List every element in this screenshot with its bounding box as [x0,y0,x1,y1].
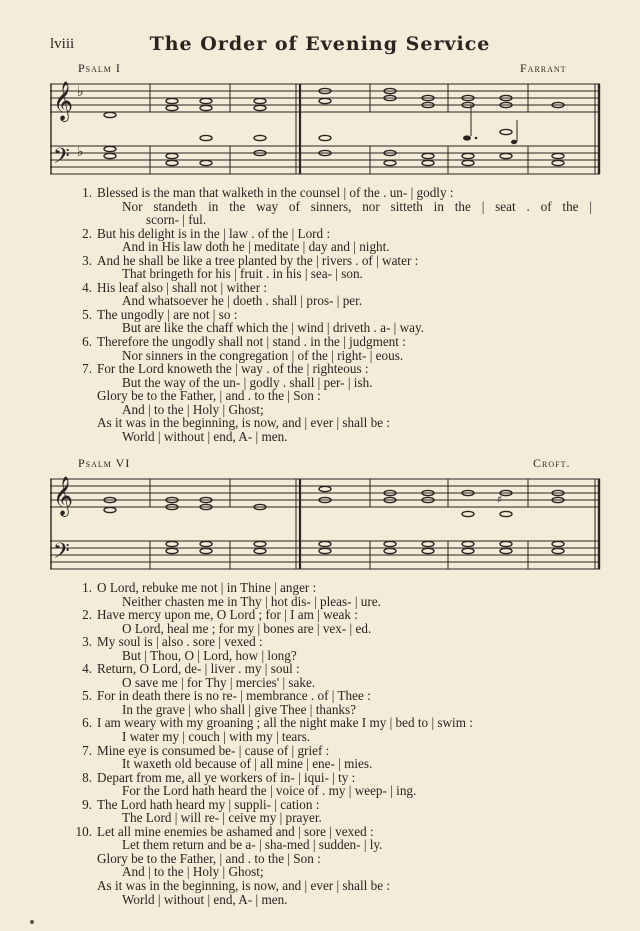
svg-text:𝄢: 𝄢 [53,539,70,569]
verse-line: Return, O Lord, de- | liver . my | soul : [97,661,300,677]
verse-line: Nor standeth in the way of sinners, nor sitteth in the | seat . of the | [122,198,592,214]
verse-line: I water my | couch | with my | tears. [122,729,311,745]
svg-text:𝄢: 𝄢 [53,144,70,174]
verse-number: 6. [82,715,92,731]
svg-text:♯: ♯ [497,493,503,506]
verse-line: Nor sinners in the congregation | of the | right- | eous. [122,347,404,363]
psalm-6-verses [0,581,640,906]
gloria-line: Glory be to the Father, | and . to the | Son : [97,850,321,866]
verse-line: scorn- | ful. [146,212,207,228]
verse-line: The Lord hath heard my | suppli- | cation : [97,796,320,812]
verse-line: Have mercy upon me, O Lord ; for | I am | weak : [97,607,358,623]
verse-line: But the way of the un- | godly . shall | per- | ish. [122,374,373,390]
verse-line: Let all mine enemies be ashamed and | sore | vexed : [97,823,374,839]
gloria-line: As it was in the beginning, is now, and | ever | shall be : [97,415,391,431]
verse-line: For the Lord hath heard the | voice of . my | weep- | ing. [122,783,417,799]
verse-number: 7. [82,361,92,377]
verse-line: But | Thou, O | Lord, how | long? [122,647,297,663]
verse-number: 5. [82,306,92,322]
verse-line: O save me | for Thy | mercies' | sake. [122,674,316,690]
verse-line: Let them return and be a- | sha-med | sudden- | ly. [122,837,383,853]
verse-number: 3. [82,634,92,650]
page-number: lviii [50,36,75,52]
verse-line: The ungodly | are not | so : [97,306,238,322]
verse-line: For in death there is no re- | membrance . of | Thee : [97,688,371,704]
verse-number: 7. [82,742,92,758]
verse-line: That bringeth for his | fruit . in his | sea- | son. [122,266,363,282]
verse-line: Blessed is the man that walketh in the counsel | of the . un- | godly : [97,185,454,200]
verse-number: 1. [82,185,92,200]
psalm-1-label: Psalm I [78,61,121,75]
verse-line: And he shall be like a tree planted by the | rivers . of | water : [97,252,419,268]
verse-number: 4. [82,279,92,295]
verse-line: But are like the chaff which the | wind | driveth . a- | way. [122,320,424,336]
verse-line: And whatsoever he | doeth . shall | pros- | per. [122,293,363,309]
gloria-line: And | to the | Holy | Ghost; [122,401,264,417]
psalm-6-label: Psalm VI [78,456,131,470]
svg-text:♭: ♭ [77,84,84,100]
verse-number: 6. [82,334,92,350]
svg-text:𝄞: 𝄞 [53,476,74,516]
psalm-6-composer: Croft. [533,456,571,470]
verse-number: 1. [82,580,92,595]
verse-line: Therefore the ungodly shall not | stand . in the | judgment : [97,334,406,350]
svg-text:♭: ♭ [77,144,84,160]
page-title: The Order of Evening Service [149,33,491,55]
verse-line: In the grave | who shall | give Thee | thanks? [122,701,356,717]
gloria-line: Glory be to the Father, | and . to the | Son : [97,388,321,404]
verse-number: 2. [82,607,92,623]
page-mark [30,920,34,924]
svg-text:𝄞: 𝄞 [53,81,74,121]
verse-line: It waxeth old because of | all mine | ene- | mies. [122,756,373,772]
gloria-line: World | without | end, A- | men. [122,428,288,444]
verse-number: 3. [82,252,92,268]
verse-number: 9. [82,796,92,812]
verse-number: 10. [75,823,92,839]
verse-line: And in His law doth he | meditate | day and | night. [122,239,390,255]
verse-line: But his delight is in the | law . of the | Lord : [97,225,331,241]
verse-line: O Lord, heal me ; for my | bones are | vex- | ed. [122,620,372,636]
verse-line: His leaf also | shall not | wither : [97,279,268,295]
verse-line: O Lord, rebuke me not | in Thine | anger : [97,580,317,595]
verse-number: 2. [82,225,92,241]
verse-line: I am weary with my groaning ; all the night make I my | bed to | swim : [97,715,473,731]
gloria-line: As it was in the beginning, is now, and | ever | shall be : [97,878,391,894]
psalm-1-verses [0,186,640,443]
verse-number: 8. [82,769,92,785]
verse-line: Neither chasten me in Thy | hot dis- | pleas- | ure. [122,593,381,609]
verse-line: For the Lord knoweth the | way . of the | righteous : [97,361,369,377]
gloria-line: World | without | end, A- | men. [122,891,288,907]
verse-line: Depart from me, all ye workers of in- | iqui- | ty : [97,769,356,785]
verse-number: 4. [82,661,92,677]
verse-line: My soul is | also . sore | vexed : [97,634,263,650]
psalm-6-score [50,471,605,575]
verse-line: Mine eye is consumed be- | cause of | grief : [97,742,330,758]
psalm-1-composer: Farrant [520,61,567,75]
verse-number: 5. [82,688,92,704]
verse-line: The Lord | will re- | ceive my | prayer. [122,810,322,826]
psalm-1-score [50,76,605,180]
gloria-line: And | to the | Holy | Ghost; [122,864,264,880]
